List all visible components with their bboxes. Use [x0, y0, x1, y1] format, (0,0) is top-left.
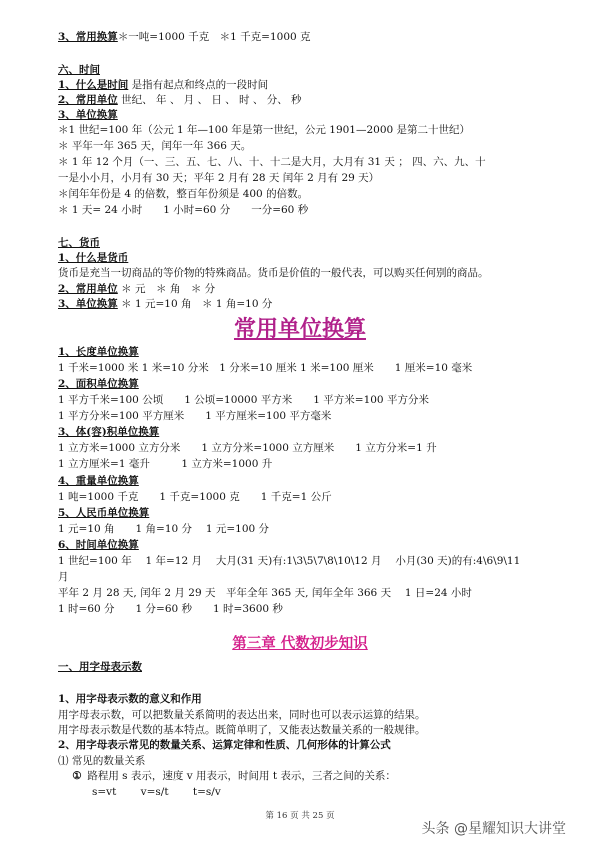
text-line: 5、人民币单位换算: [58, 507, 150, 519]
text-line: 1、长度单位换算: [58, 346, 139, 358]
text-line: 1 世纪=100 年 1 年=12 月 大月(31 天)有:1\3\5\7\8\10\12 月 小月(30 天)的有:4\6\9\11: [58, 555, 521, 567]
text-line: 1、用字母表示数的意义和作用: [58, 693, 202, 705]
text-line: 用字母表示数是代数的基本特点。既简单明了，又能表达数量关系的一般规律。: [58, 724, 426, 736]
text-line: 2、用字母表示常见的数量关系、运算定律和性质、几何形体的计算公式: [58, 739, 391, 751]
page-footer: 第 16 页 共 25 页: [265, 811, 335, 821]
text-line: 1、什么是时间 是指有起点和终点的一段时间: [58, 79, 269, 91]
text-line: ＊ 1 年 12 个月（一、三、五、七、八、十、十二是大月，大月有 31 天 ； 四、六、九、十: [58, 156, 486, 168]
text-line: 货币是充当一切商品的等价物的特殊商品。货币是价值的一般代表，可以购买任何别的商品。: [58, 267, 489, 279]
section-heading: 七、货币: [58, 237, 100, 249]
watermark: 头条 @星耀知识大讲堂: [421, 821, 566, 837]
text-line: ⑴ 常见的数量关系: [58, 755, 146, 767]
text-line: 3、单位换算 ＊ 1 元=10 角 ＊ 1 角=10 分: [58, 298, 273, 310]
text-line: 3、常用换算＊一吨=1000 千克 ＊1 千克=1000 克: [58, 31, 311, 43]
text-line: ＊ 平年一年 365 天，闰年一年 366 天。: [58, 140, 252, 152]
text-line: 用字母表示数，可以把数量关系简明的表达出来，同时也可以表示运算的结果。: [58, 709, 426, 721]
text-line: ① 路程用 s 表示，速度 v 用表示，时间用 t 表示，三者之间的关系：: [72, 770, 396, 782]
text-line: 平年 2 月 28 天, 闰年 2 月 29 天 平年全年 365 天, 闰年全年 366 天 1 日=24 小时: [58, 587, 472, 599]
main-heading: 常用单位换算: [233, 317, 366, 342]
text-line: 2、常用单位 ＊ 元 ＊ 角 ＊ 分: [58, 283, 216, 295]
text-line: 1 吨=1000 千克 1 千克=1000 克 1 千克=1 公斤: [58, 491, 332, 503]
text-line: s=vt v=s/t t=s/v: [92, 786, 221, 798]
text-line: 1 立方米=1000 立方分米 1 立方分米=1000 立方厘米 1 立方分米=1 升: [58, 442, 437, 454]
text-line: 1 平方千米=100 公顷 1 公顷=10000 平方米 1 平方米=100 平方分米: [58, 394, 429, 406]
text-line: 1 千米=1000 米 1 米=10 分米 1 分米=10 厘米 1 米=100 厘米 1 厘米=10 毫米: [58, 362, 473, 374]
text-line: ＊1 世纪=100 年（公元 1 年—100 年是第一世纪，公元 1901—2000 是第二十世纪）: [58, 124, 471, 136]
text-line: 一是小小月，小月有 30 天；平年 2 月有 28 天 闰年 2 月有 29 天）: [58, 172, 380, 184]
text-line: ＊ 1 天= 24 小时 1 小时=60 分 一分=60 秒: [58, 204, 309, 216]
text-line: 6、时间单位换算: [58, 539, 139, 551]
text-line: 3、体(容)积单位换算: [58, 426, 160, 438]
section-heading: 一、用字母表示数: [58, 661, 142, 673]
text-line: 1 时=60 分 1 分=60 秒 1 时=3600 秒: [58, 603, 283, 615]
section-heading: 六、时间: [58, 64, 100, 76]
text-line: 1 平方分米=100 平方厘米 1 平方厘米=100 平方毫米: [58, 410, 332, 422]
chapter-heading: 第三章 代数初步知识: [232, 636, 368, 652]
text-line: 3、单位换算: [58, 109, 118, 121]
text-line: 月: [58, 571, 69, 583]
text-line: 2、常用单位 世纪、 年 、 月 、 日 、 时 、 分、 秒: [58, 94, 302, 106]
text-line: 1、什么是货币: [58, 252, 129, 264]
text-line: 2、面积单位换算: [58, 378, 139, 390]
text-line: ＊闰年年份是 4 的倍数，整百年份须是 400 的倍数。: [58, 188, 309, 200]
text-line: 1 元=10 角 1 角=10 分 1 元=100 分: [58, 523, 270, 535]
text-line: 4、重量单位换算: [58, 475, 139, 487]
text-line: 1 立方厘米=1 毫升 1 立方米=1000 升: [58, 458, 273, 470]
